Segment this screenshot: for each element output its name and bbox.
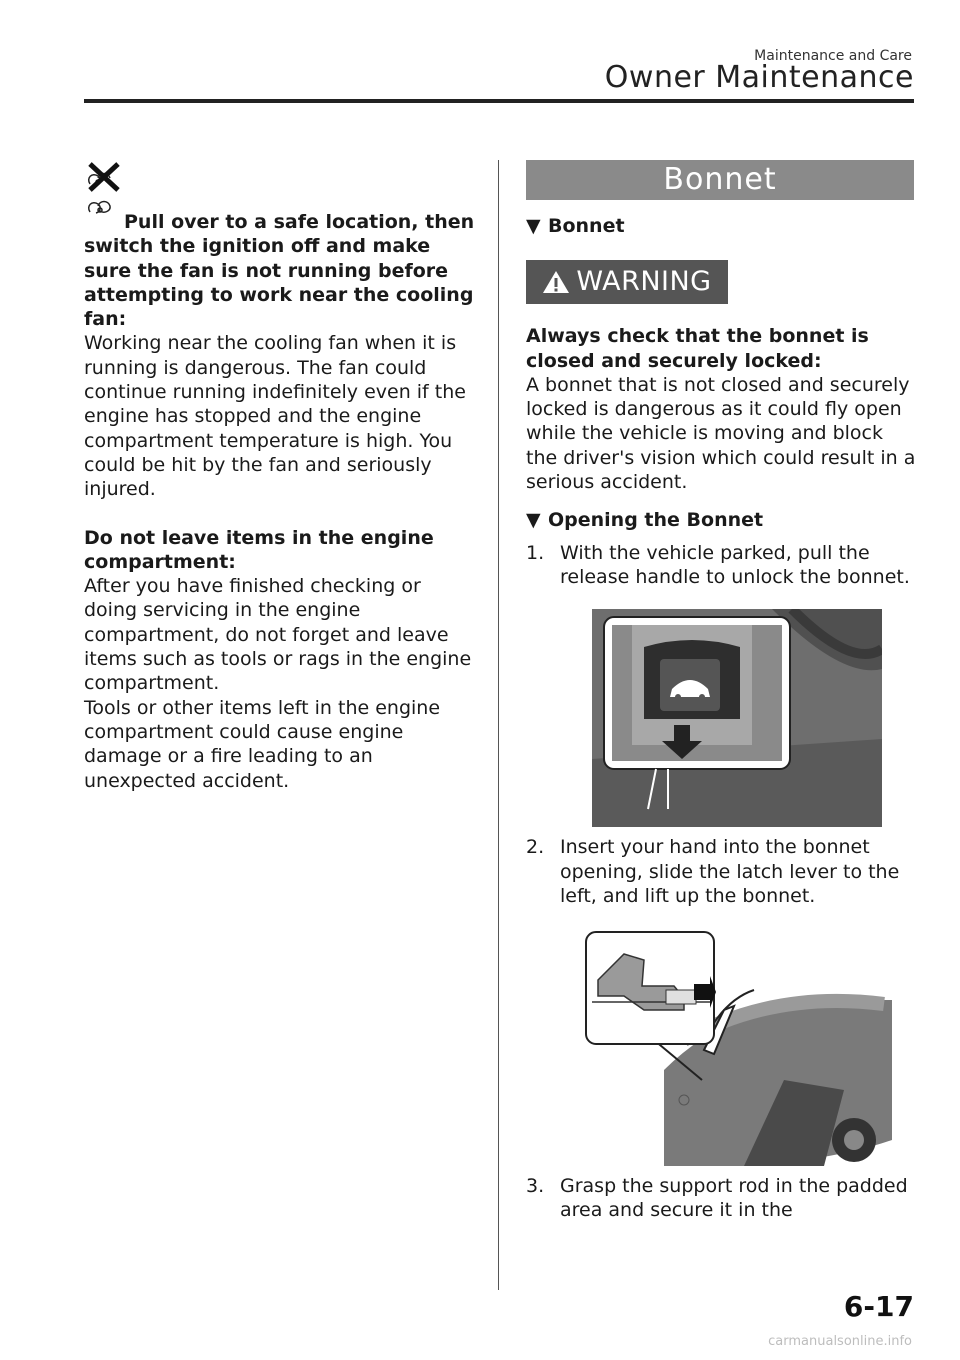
step-3 [526, 1174, 916, 1223]
bonnet-warning [526, 324, 916, 494]
step-2 [526, 835, 916, 908]
subhead-bonnet [526, 214, 916, 238]
warning-badge [526, 260, 728, 304]
watermark: carmanualsonline.info [768, 1334, 912, 1349]
triangle-down-icon: ▼ [526, 215, 541, 237]
step-number: 1. [526, 541, 545, 564]
page-number: 6-17 [843, 1290, 914, 1323]
right-column [526, 160, 916, 1223]
subhead-opening-label: Opening the Bonnet [548, 509, 764, 532]
header-chapter-title: Owner Maintenance [604, 60, 914, 95]
left-column [84, 160, 476, 793]
header-rule [84, 99, 914, 103]
step-number: 3. [526, 1175, 545, 1198]
step-text: Grasp the support rod in the padded area and secure it in the [560, 1175, 908, 1222]
warning-fan-title: Pull over to a safe location, then switch the ignition off and make sure the fan is not running before attempting to work near the cooling fan: [84, 211, 475, 331]
warning-items-text: After you have finished checking or doing servicing in the engine compartment, do not forget and leave items such as tools or rags in the engine compartment. [84, 575, 472, 695]
bonnet-warning-text: A bonnet that is not closed and securely locked is dangerous as it could fly open while the vehicle is moving and block the driver's vision which could result in a serious accident. [526, 373, 916, 494]
step-text: With the vehicle parked, pull the release handle to unlock the bonnet. [560, 541, 910, 588]
warning-items-title: Do not leave items in the engine compartment: [84, 526, 434, 573]
warning-fan-text: Working near the cooling fan when it is running is dangerous. The fan could continue running indefinitely even if the engine has stopped and the engine compartment temperature is high. You could be hit by the fan and seriously injured. [84, 332, 466, 501]
step-number: 2. [526, 836, 545, 859]
step-1 [526, 541, 916, 590]
section-title-bar: Bonnet [526, 160, 914, 200]
warning-items-text-2: Tools or other items left in the engine compartment could cause engine damage or a fire leading to an unexpected accident. [84, 696, 441, 792]
bonnet-warning-title: Always check that the bonnet is closed and securely locked: [526, 325, 869, 372]
column-divider [498, 160, 499, 1290]
warning-triangle-icon [542, 270, 570, 294]
triangle-down-icon: ▼ [526, 509, 541, 532]
subhead-bonnet-label: Bonnet [548, 215, 625, 237]
subhead-opening-bonnet [526, 508, 916, 532]
warning-label: WARNING [576, 266, 712, 298]
header-section-label: Maintenance and Care [754, 48, 912, 64]
step-text: Insert your hand into the bonnet opening, slide the latch lever to the left, and lift up the bonnet. [560, 836, 900, 907]
latch-lever-illustration [584, 930, 892, 1166]
release-handle-illustration [592, 609, 882, 827]
